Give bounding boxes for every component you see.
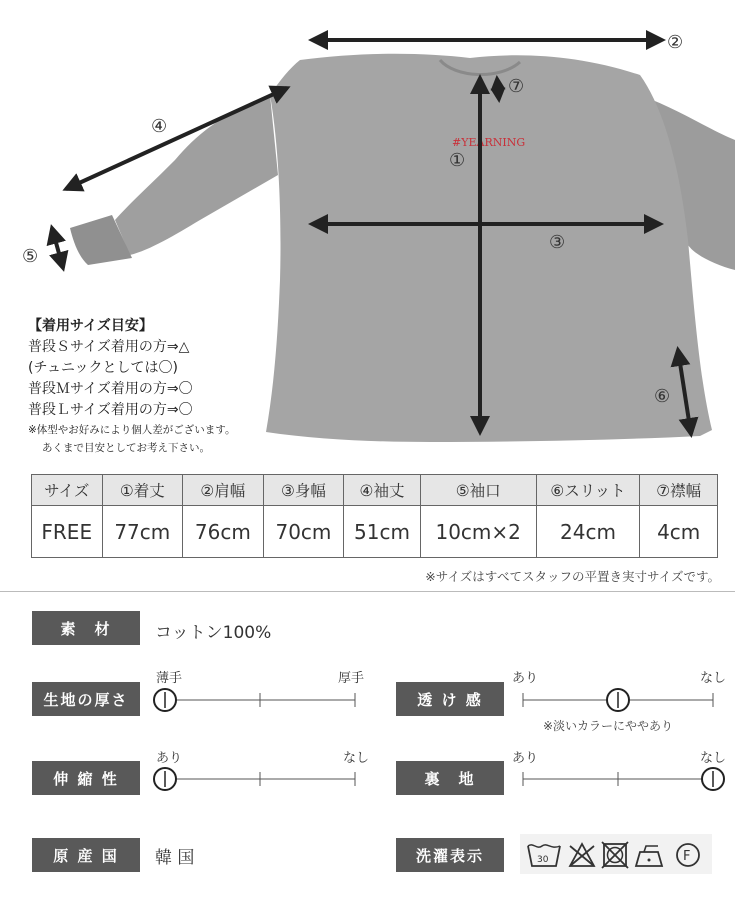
size-cell: 10cm×2 xyxy=(420,506,536,558)
lining-left-label: あり xyxy=(512,751,539,766)
header-cell: ⑦襟幅 xyxy=(640,475,718,506)
header-cell: ③身幅 xyxy=(263,475,344,506)
size-guide-notes xyxy=(28,316,278,457)
care-symbols xyxy=(520,834,712,874)
transparency-note: ※淡いカラーにややあり xyxy=(543,719,674,733)
arrow-collar xyxy=(497,78,499,100)
transparency-label: 透 け 感 xyxy=(396,682,504,716)
notes-line: 普段Ｌサイズ着用の方⇒〇 xyxy=(28,402,193,418)
header-cell: ①着丈 xyxy=(102,475,183,506)
notes-title: 【着用サイズ目安】 xyxy=(28,318,153,334)
notes-line: (チュニックとしては〇) xyxy=(28,360,178,376)
material-value: コットン100% xyxy=(155,623,272,643)
header-cell: サイズ xyxy=(32,475,103,506)
marker-5: ⑤ xyxy=(22,246,39,267)
stretch-scale xyxy=(150,765,370,793)
marker-3: ③ xyxy=(549,232,566,253)
size-table-row xyxy=(32,506,718,558)
header-cell: ②肩幅 xyxy=(183,475,264,506)
transparency-scale xyxy=(508,686,728,714)
notes-line: 普段Ｍサイズ着用の方⇒〇 xyxy=(28,381,193,397)
thickness-left-label: 薄手 xyxy=(156,671,183,686)
size-cell: 51cm xyxy=(344,506,421,558)
origin-label: 原 産 国 xyxy=(32,838,140,872)
header-cell: ④袖丈 xyxy=(344,475,421,506)
transparency-right-label: なし xyxy=(700,671,727,686)
size-cell: 77cm xyxy=(102,506,183,558)
marker-2: ② xyxy=(667,32,684,53)
marker-1: ① xyxy=(449,150,466,171)
marker-6: ⑥ xyxy=(654,386,671,407)
size-table-note: ※サイズはすべてスタッフの平置き実寸サイズです。 xyxy=(425,569,720,584)
marker-4: ④ xyxy=(151,116,168,137)
stretch-label: 伸 縮 性 xyxy=(32,761,140,795)
size-table xyxy=(31,474,718,558)
notes-line: 普段Ｓサイズ着用の方⇒△ xyxy=(28,339,190,355)
garment-body xyxy=(266,54,712,442)
size-cell: 70cm xyxy=(263,506,344,558)
thickness-scale xyxy=(150,686,370,714)
svg-text:30: 30 xyxy=(537,855,549,865)
header-cell: ⑥スリット xyxy=(536,475,640,506)
thickness-right-label: 厚手 xyxy=(338,671,365,686)
section-divider xyxy=(0,591,735,592)
sleeve-left xyxy=(115,95,278,255)
size-table-header xyxy=(32,475,718,506)
notes-disclaimer: ※体型やお好みにより個人差がございます。 xyxy=(28,424,236,436)
stretch-right-label: なし xyxy=(343,751,370,766)
lining-right-label: なし xyxy=(700,751,727,766)
print-text: #YEARNING xyxy=(452,136,526,149)
size-cell: FREE xyxy=(32,506,103,558)
size-cell: 76cm xyxy=(183,506,264,558)
svg-text:F: F xyxy=(683,849,691,864)
care-label: 洗濯表示 xyxy=(396,838,504,872)
lining-scale xyxy=(508,765,728,793)
size-cell: 4cm xyxy=(640,506,718,558)
thickness-label: 生地の厚さ xyxy=(32,682,140,716)
lining-label: 裏 地 xyxy=(396,761,504,795)
notes-disclaimer-2: あくまで目安としてお考え下さい。 xyxy=(42,442,210,454)
stretch-left-label: あり xyxy=(156,751,183,766)
marker-7: ⑦ xyxy=(508,76,525,97)
arrow-cuff xyxy=(52,228,63,268)
header-cell: ⑤袖口 xyxy=(420,475,536,506)
material-label: 素 材 xyxy=(32,611,140,645)
size-cell: 24cm xyxy=(536,506,640,558)
origin-value: 韓 国 xyxy=(155,848,195,868)
transparency-left-label: あり xyxy=(512,671,539,686)
